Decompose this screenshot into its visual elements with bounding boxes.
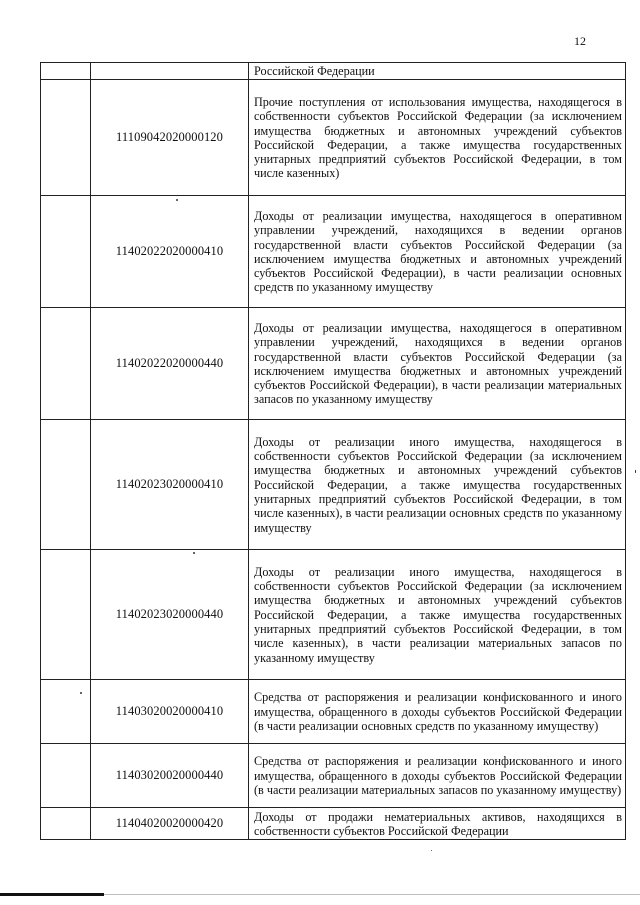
scan-speck: [193, 552, 195, 554]
revenue-codes-table: [40, 62, 626, 840]
table-row: [41, 80, 626, 196]
table-row: [41, 308, 626, 420]
empty-cell: [41, 63, 91, 80]
revenue-description: Средства от распоряжения и реализации конфискованного и иного имущества, обращенного в доходы субъектов Российской Федерации (в части реализации основных средств по указанному имуществу): [249, 680, 626, 744]
revenue-code: 11402022020000410: [91, 196, 249, 308]
revenue-code: 11402022020000440: [91, 308, 249, 420]
scan-speck: [635, 470, 636, 473]
revenue-description: Российской Федерации: [249, 63, 626, 80]
table-row: [41, 550, 626, 680]
scan-speck: [431, 850, 432, 851]
revenue-description: Доходы от реализации имущества, находящегося в оперативном управлении учреждений, находящихся в ведении органов государственной власти субъектов Российской Федерации (за исключением имущества бюджетных и автономных учреждений субъектов Российской Федерации), в части реализации основных средств по указанному имуществу: [249, 196, 626, 308]
empty-cell: [41, 196, 91, 308]
empty-cell: [41, 744, 91, 808]
revenue-code: 11403020020000410: [91, 680, 249, 744]
page-number: 12: [574, 34, 586, 48]
revenue-description: Доходы от продажи нематериальных активов, находящихся в собственности субъектов Российской Федерации: [249, 808, 626, 840]
scan-edge-bar: [0, 893, 104, 896]
revenue-code: 11402023020000410: [91, 420, 249, 550]
table-row: [41, 744, 626, 808]
revenue-code: 11402023020000440: [91, 550, 249, 680]
empty-cell: [41, 808, 91, 840]
revenue-description: Средства от распоряжения и реализации конфискованного и иного имущества, обращенного в доходы субъектов Российской Федерации (в части реализации материальных запасов по указанному имуществу): [249, 744, 626, 808]
table-row: [41, 420, 626, 550]
table-row: [41, 196, 626, 308]
revenue-code: 11403020020000440: [91, 744, 249, 808]
empty-cell: [41, 308, 91, 420]
scan-speck: [80, 692, 82, 694]
empty-cell: [41, 80, 91, 196]
empty-cell: [41, 550, 91, 680]
revenue-code: 11404020020000420: [91, 808, 249, 840]
revenue-description: Доходы от реализации иного имущества, находящегося в собственности субъектов Российской Федерации (за исключением имущества бюджетных и автономных учреждений субъектов Российской Федерации, а также имущества государственных унитарных предприятий субъектов Российской Федерации, в том числе казенных), в части реализации основных средств по указанному имуществу: [249, 420, 626, 550]
revenue-description: Прочие поступления от использования имущества, находящегося в собственности субъектов Российской Федерации (за исключением имущества бюджетных и автономных учреждений субъектов Российской Федерации, а также имущества государственных унитарных предприятий субъектов Российской Федерации, в том числе казенных): [249, 80, 626, 196]
table-row: [41, 808, 626, 840]
table-row: [41, 680, 626, 744]
revenue-code: 11109042020000120: [91, 80, 249, 196]
scan-edge-line: [104, 894, 640, 895]
table-row: [41, 63, 626, 80]
revenue-code: [91, 63, 249, 80]
revenue-description: Доходы от реализации иного имущества, находящегося в собственности субъектов Российской Федерации (за исключением имущества бюджетных и автономных учреждений субъектов Российской Федерации, а также имущества государственных унитарных предприятий субъектов Российской Федерации, в том числе казенных), в части реализации материальных запасов по указанному имуществу: [249, 550, 626, 680]
empty-cell: [41, 420, 91, 550]
empty-cell: [41, 680, 91, 744]
scan-speck: [176, 199, 178, 201]
revenue-description: Доходы от реализации имущества, находящегося в оперативном управлении учреждений, находящихся в ведении органов государственной власти субъектов Российской Федерации (за исключением имущества бюджетных и автономных учреждений субъектов Российской Федерации), в части реализации материальных запасов по указанному имуществу: [249, 308, 626, 420]
